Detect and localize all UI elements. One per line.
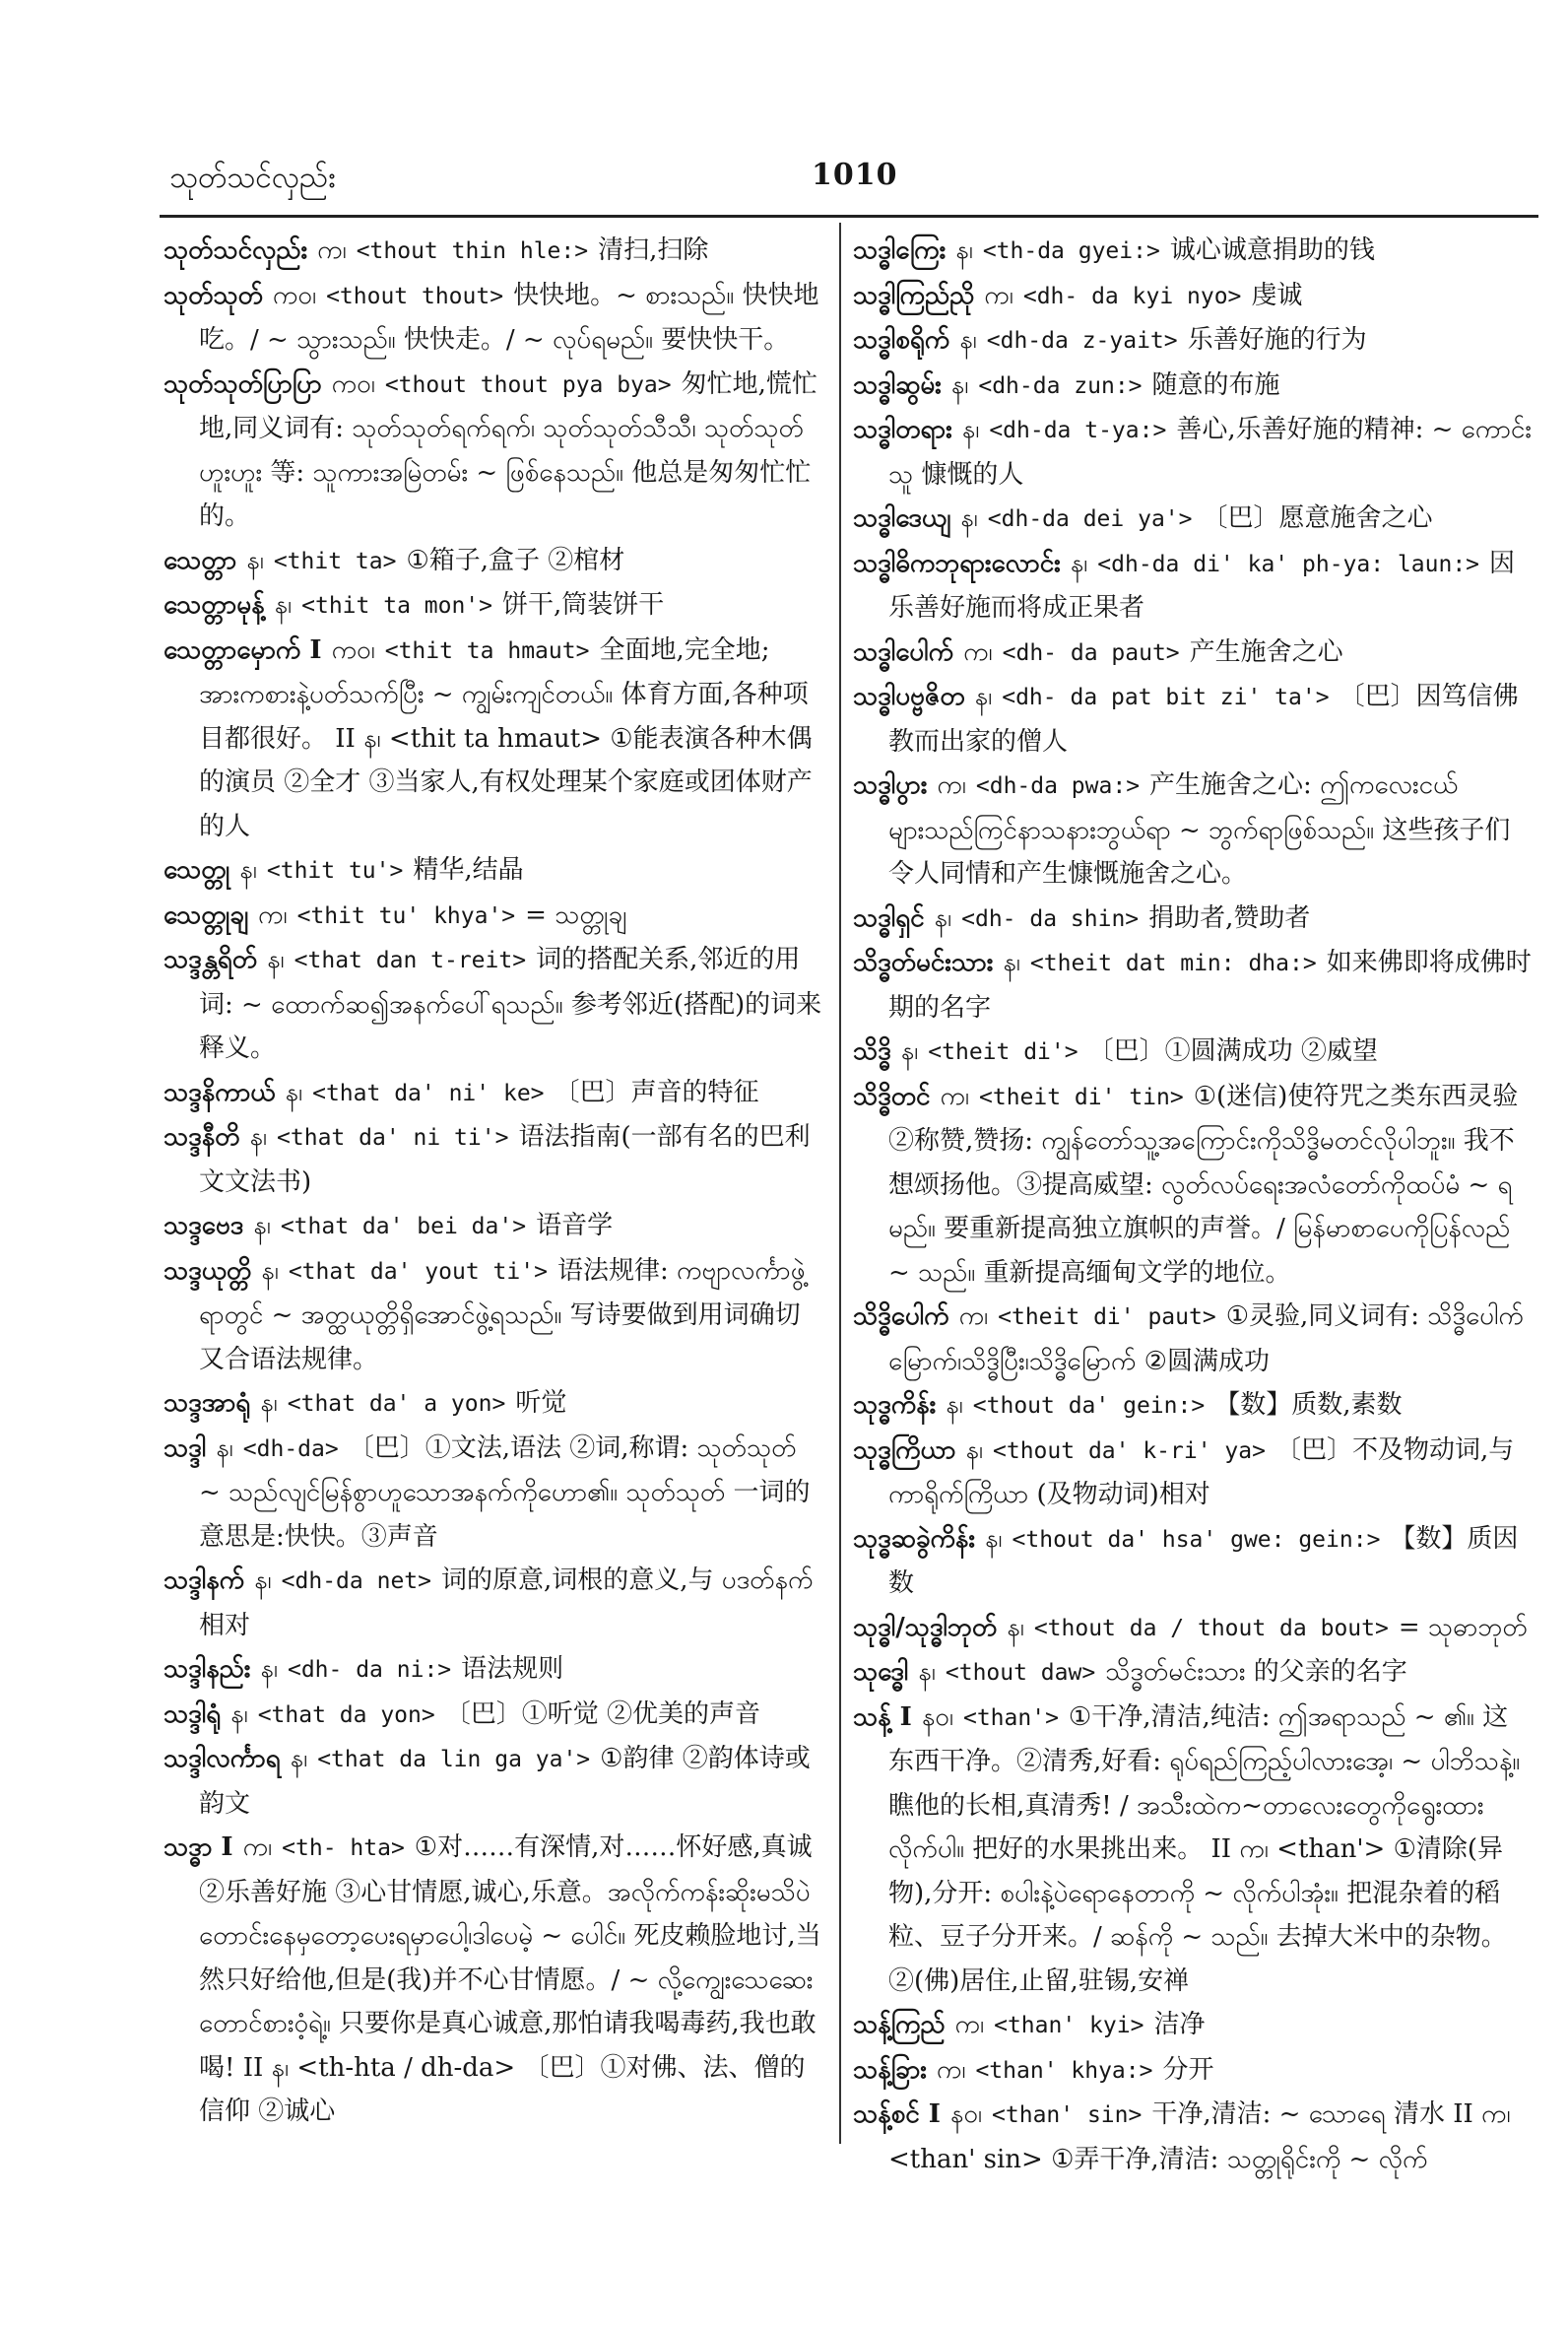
definition: 产生施舍之心: ဤကလေးငယ်များသည်ကြင်နာသနားဘွယ်ရာ ~ ဘွက်ရာဖြစ်သည်။ 这些孩子们令人同情和产生慷慨施舍之心。 xyxy=(888,770,1511,889)
headword: သဒ္ဒအာရုံ xyxy=(163,1388,251,1418)
definition: 饼干,筒装饼干 xyxy=(502,590,665,620)
dictionary-entry xyxy=(853,408,1533,497)
definition: 语音学 xyxy=(536,1211,614,1240)
dictionary-entry xyxy=(853,1517,1533,1606)
definition: 匆忙地,慌忙地,同义词有: သုတ်သုတ်ရက်ရက်၊ သုတ်သုတ်သီသီ၊ သုတ်သုတ်ဟူးဟူး 等: သူကားအမြဲတမ်း ~ ဖြစ်နေသည်။ 他总是匆匆忙忙的。 xyxy=(199,368,817,531)
pronunciation: <that da' ni' ke> xyxy=(312,1080,545,1106)
part-of-speech: နဝ၊ xyxy=(921,1701,953,1732)
definition: 因乐善好施而将成正果者 xyxy=(888,548,1516,623)
part-of-speech: န၊ xyxy=(974,682,993,711)
headword: သဒ္ဒန္တရိတ် xyxy=(163,945,258,974)
headword: သဒ္ဒါ xyxy=(163,1432,207,1463)
pronunciation: <that da' bei da'> xyxy=(280,1214,527,1239)
headword: သေတ္တု xyxy=(163,855,230,885)
dictionary-entry xyxy=(163,1693,823,1738)
part-of-speech: ကဝ၊ xyxy=(331,634,375,665)
headword: သဒ္ဓါပဗ္ဗဇိတ xyxy=(853,682,965,711)
definition: = သုဓာဘုတ် xyxy=(1398,1612,1528,1642)
headword: သဒ္ဓါတရား xyxy=(853,415,952,444)
headword: သဒ္ဒါရုံ xyxy=(163,1698,222,1729)
pronunciation: <than' khya:> xyxy=(975,2057,1153,2084)
dictionary-entry xyxy=(163,848,823,894)
definition: = သတ္တုချ xyxy=(525,899,627,930)
definition: 【数】质数,素数 xyxy=(1214,1390,1403,1420)
pronunciation: <thout daw> xyxy=(945,1660,1096,1686)
dictionary-entry xyxy=(163,1559,823,1647)
part-of-speech: န၊ xyxy=(254,1565,272,1595)
part-of-speech: န၊ xyxy=(918,1657,936,1687)
headword: သဒ္ဒနိကာယ် xyxy=(163,1077,276,1107)
definition: 词的原意,词根的意义,与 ပဒတ်နက် 相对 xyxy=(199,1565,814,1640)
pronunciation: <than' kyi> xyxy=(994,2013,1144,2038)
dictionary-entry xyxy=(853,764,1533,897)
pronunciation: <thout da' gein:> xyxy=(972,1393,1206,1419)
dictionary-entry xyxy=(163,583,823,629)
part-of-speech: န၊ xyxy=(950,369,969,400)
definition: 随意的布施 xyxy=(1151,369,1280,400)
definition: 语法规律: ကဗျာလင်္ကာဖွဲ့ရာတွင် ~ အတ္ထယုတ္တိရှိအောင်ဖွဲ့ရသည်။ 写诗要做到用词确切又合语法规律。 xyxy=(199,1255,806,1374)
definition: 虔诚 xyxy=(1251,280,1303,310)
column-separator xyxy=(839,223,841,2144)
part-of-speech: န၊ xyxy=(285,1077,303,1107)
headword: သဒ္ဓါကြည်ညို xyxy=(853,280,975,310)
definition: ①(迷信)使符咒之类东西灵验 ②称赞,赞扬: ကျွန်တော်သူ့အကြောင်းကိုသိဒ္ဓိမတင်လိုပါဘူး။ 我不想颂扬他。③提高威望: လွတ်လပ်ရေးအလံတော်ကိုထပ်မံ ~ ရမည်။ 要重新提高独立旗帜的声誉。/ မြန်မာစာပေကိုပြန်လည် ~ သည်။ 重新提高缅甸文学的地位。 xyxy=(888,1081,1519,1288)
pronunciation: <thit ta> xyxy=(273,548,397,574)
headword: သဒ္ဒဗေဒ xyxy=(163,1211,244,1240)
definition: 〔巴〕①圆满成功 ②威望 xyxy=(1087,1036,1378,1066)
pronunciation: <that da' ni ti'> xyxy=(277,1125,509,1151)
pronunciation: <th- hta> xyxy=(282,1835,405,1861)
dictionary-entry xyxy=(853,941,1533,1030)
dictionary-entry xyxy=(163,539,823,584)
pronunciation: <dh-da pwa:> xyxy=(975,773,1141,799)
dictionary-entry xyxy=(853,2048,1533,2094)
dictionary-entry xyxy=(853,1606,1533,1651)
dictionary-entry xyxy=(163,363,823,539)
headword: သဒ္ဓါဆွမ်း xyxy=(853,369,942,400)
part-of-speech: န၊ xyxy=(1007,1612,1024,1642)
headword: သဒ္ဒါနည်း xyxy=(163,1654,251,1684)
definition: 产生施舍之心 xyxy=(1189,636,1343,667)
headword: သုဒ္ဓကြိယာ xyxy=(853,1434,956,1465)
definition: 捐助者,赞助者 xyxy=(1148,902,1311,933)
definition: 〔巴〕①文法,语法 ②词,称谓: သုတ်သုတ် ~ သည်လျင်မြန်စွာဟူသောအနက်ကိုဟော၏။ သုတ်သုတ် 一词的意思是:快快。③声音 xyxy=(199,1432,811,1552)
pronunciation: <than'> xyxy=(962,1704,1059,1731)
pronunciation: <thit tu' khya'> xyxy=(296,902,516,929)
pronunciation: <thit tu'> xyxy=(266,858,404,884)
definition: 词的搭配关系,邻近的用词: ~ ထောက်ဆ၍အနက်ပေါ်ရသည်။ 参考邻近(搭配)的词来释义。 xyxy=(199,945,822,1063)
headword: သဒ္ဓါရှင် xyxy=(853,902,925,933)
part-of-speech: န၊ xyxy=(955,235,973,265)
dictionary-entry xyxy=(853,318,1533,364)
definition: 〔巴〕愿意施舍之心 xyxy=(1202,503,1433,533)
part-of-speech: န၊ xyxy=(274,590,293,620)
part-of-speech: န၊ xyxy=(260,1388,278,1418)
headword: သဒ္ဓါကြေး xyxy=(853,235,947,265)
headword: သုဒ္ဓဆခွဲကိန်း xyxy=(853,1523,975,1554)
headword: သဒ္ဒါနက် xyxy=(163,1565,245,1595)
definition: 如来佛即将成佛时期的名字 xyxy=(888,948,1532,1023)
headword: သဒ္ဓါဓိကဘုရားလောင်း xyxy=(853,548,1061,578)
definition: ①韵律 ②韵体诗或韵文 xyxy=(199,1744,811,1819)
pronunciation: <that dan t-reit> xyxy=(294,948,527,973)
part-of-speech: က၊ xyxy=(937,770,966,800)
definition: 洁净 xyxy=(1153,2010,1206,2039)
dictionary-entry xyxy=(853,897,1533,942)
definition: ①干净,清洁,纯洁: ဤအရာသည် ~ ၏။ 这东西干净。②清秀,好看: ရုပ်ရည်ကြည့်ပါလားအေ့၊ ~ ပါဘိသနဲ့။ 瞧他的长相,真清秀! / အသီးထဲက~တာလေးတွေကိုရွေးထားလိုက်ပါ။ 把好的水果挑出来。 II က၊ <than'> ①清除(异物),分开: စပါးနဲ့ပဲရောနေတာကို ~ လိုက်ပါအုံး။ 把混杂着的稻粒、豆子分开来。/ ဆန်ကို ~ သည်။ 去掉大米中的杂物。②(佛)居住,止留,驻锡,安禅 xyxy=(888,1701,1521,1996)
dictionary-entry xyxy=(163,229,823,274)
definition: 〔巴〕①听觉 ②优美的声音 xyxy=(444,1698,760,1729)
part-of-speech: န၊ xyxy=(965,1434,984,1465)
pronunciation: <that da' yout ti'> xyxy=(288,1258,548,1285)
definition: 〔巴〕因笃信佛教而出家的僧人 xyxy=(888,682,1519,757)
part-of-speech: န၊ xyxy=(984,1523,1003,1554)
headword: သေတ္တာ xyxy=(163,545,237,575)
definition: 全面地,完全地; အားကစားနဲ့ပတ်သက်ပြီး ~ ကျွမ်းကျင်တယ်။ 体育方面,各种项目都很好。 II န၊ <thit ta hmaut> ①能表演各种木偶的演员 ②全才 ③当家人,有权处理某个家庭或团体财产的人 xyxy=(199,634,813,841)
dictionary-entry xyxy=(853,2093,1533,2181)
pronunciation: <theit di' tin> xyxy=(979,1084,1184,1110)
pronunciation: <thit ta mon'> xyxy=(301,593,493,619)
pronunciation: <dh- da shin> xyxy=(961,905,1140,932)
definition: 语法规则 xyxy=(461,1654,564,1684)
pronunciation: <dh- da kyi nyo> xyxy=(1022,283,1242,309)
part-of-speech: န၊ xyxy=(239,855,257,885)
headword: သန့်ကြည် xyxy=(853,2010,946,2039)
definition: 快快地。~ စားသည်။ 快快地吃。/ ~ သွားသည်။ 快快走。/ ~ လုပ်ရမည်။ 要快快干。 xyxy=(199,280,819,355)
part-of-speech: ကဝ၊ xyxy=(331,368,375,399)
dictionary-entry xyxy=(853,274,1533,319)
part-of-speech: န၊ xyxy=(961,415,980,444)
dictionary-entry xyxy=(853,229,1533,274)
part-of-speech: က၊ xyxy=(940,1081,969,1111)
part-of-speech: န၊ xyxy=(959,325,977,355)
headword: သေတ္တာမှောက် I xyxy=(163,634,322,665)
headword: သုဒ္ဓေါ xyxy=(853,1657,909,1687)
headword: သုတ်သုတ် xyxy=(163,280,263,310)
pronunciation: <thout da' hsa' gwe: gein:> xyxy=(1012,1526,1381,1553)
dictionary-entry xyxy=(163,1249,823,1382)
definition: သိဒ္ဓတ်မင်းသား 的父亲的名字 xyxy=(1105,1657,1407,1687)
dictionary-entry xyxy=(163,1381,823,1427)
headword: သဒ္ဒါလင်္ကာရ xyxy=(163,1744,281,1773)
headword: သဒ္ဒနီတိ xyxy=(163,1122,240,1152)
dictionary-entry xyxy=(853,631,1533,676)
pronunciation: <theit di'> xyxy=(928,1039,1078,1065)
part-of-speech: န၊ xyxy=(1003,948,1020,977)
headword: သိဒ္ဓိတင် xyxy=(853,1081,931,1111)
part-of-speech: န၊ xyxy=(230,1698,248,1729)
headword: သုဒ္ဓကိန်း xyxy=(853,1390,937,1420)
dictionary-entry xyxy=(163,1826,823,2134)
left-column xyxy=(163,229,823,2134)
part-of-speech: က၊ xyxy=(242,1832,273,1862)
headword: သုတ်သုတ်ပြာပြာ xyxy=(163,368,322,399)
part-of-speech: န၊ xyxy=(267,945,285,974)
headword: သဒ္ဓာ I xyxy=(163,1832,233,1862)
header-rule xyxy=(160,215,1538,218)
dictionary-entry xyxy=(853,1030,1533,1075)
definition: 精华,结晶 xyxy=(413,855,524,885)
part-of-speech: န၊ xyxy=(249,1122,268,1152)
dictionary-entry xyxy=(163,1737,823,1826)
page-number: 1010 xyxy=(812,158,898,192)
part-of-speech: က၊ xyxy=(936,2054,966,2085)
pronunciation: <th-da gyei:> xyxy=(982,238,1160,264)
headword: သဒ္ဓါပွား xyxy=(853,770,928,800)
definition: 听觉 xyxy=(515,1388,567,1418)
pronunciation: <thit ta hmaut> xyxy=(384,637,590,664)
dictionary-entry xyxy=(163,1115,823,1204)
dictionary-entry xyxy=(163,629,823,849)
pronunciation: <dh-da zun:> xyxy=(978,372,1143,399)
headword: သိဒ္ဓိပေါက် xyxy=(853,1301,949,1331)
dictionary-entry xyxy=(163,1427,823,1560)
running-head: သုတ်သင်လှည်း xyxy=(169,161,336,195)
headword: သိဒ္ဓိ xyxy=(853,1036,891,1066)
headword: သေတ္တုချ xyxy=(163,899,249,930)
pronunciation: <theit dat min: dha:> xyxy=(1029,951,1317,976)
pronunciation: <that da lin ga ya'> xyxy=(317,1747,591,1772)
definition: 语法指南(一部有名的巴利文文法书) xyxy=(199,1122,811,1197)
definition: 【数】质因数 xyxy=(888,1523,1519,1598)
dictionary-entry xyxy=(163,1647,823,1693)
pronunciation: <dh-da t-ya:> xyxy=(989,418,1167,443)
part-of-speech: ကဝ၊ xyxy=(272,280,317,310)
definition: ①灵验,同义词有: သိဒ္ဓိပေါက်မြောက်၊သိဒ္ဓိပြီး၊သိဒ္ဓိမြောက် ②圆满成功 xyxy=(888,1301,1524,1376)
headword: သေတ္တာမုန့် xyxy=(163,590,265,620)
dictionary-entry xyxy=(853,364,1533,409)
pronunciation: <dh-da di' ka' ph-ya: laun:> xyxy=(1097,551,1480,577)
definition: 乐善好施的行为 xyxy=(1187,325,1367,355)
pronunciation: <than' sin> xyxy=(992,2102,1143,2128)
definition: 诚心诚意捐助的钱 xyxy=(1169,235,1375,265)
pronunciation: <theit di' paut> xyxy=(998,1304,1216,1330)
dictionary-entry xyxy=(163,1071,823,1116)
pronunciation: <dh-da> xyxy=(242,1435,339,1462)
dictionary-entry xyxy=(163,274,823,363)
part-of-speech: က၊ xyxy=(963,636,993,667)
part-of-speech: က၊ xyxy=(317,235,347,265)
headword: သဒ္ဓါဒေယျ xyxy=(853,503,951,533)
headword: သန့် I xyxy=(853,1701,912,1732)
definition: 分开 xyxy=(1162,2054,1214,2085)
dictionary-entry xyxy=(853,675,1533,764)
definition: 〔巴〕声音的特征 xyxy=(554,1077,759,1107)
pronunciation: <thout da' k-ri' ya> xyxy=(993,1437,1266,1464)
headword: သုဒ္ဓါ/သုဒ္ဓါဘုတ် xyxy=(853,1612,998,1642)
dictionary-entry xyxy=(853,1295,1533,1383)
dictionary-entry xyxy=(853,1383,1533,1429)
headword: သုတ်သင်လှည်း xyxy=(163,235,308,265)
pronunciation: <dh- da paut> xyxy=(1002,639,1180,666)
pronunciation: <dh- da ni:> xyxy=(287,1657,452,1683)
definition: 清扫,扫除 xyxy=(598,235,709,265)
headword: သိဒ္ဓတ်မင်းသား xyxy=(853,948,994,977)
definition: 善心,乐善好施的精神: ~ ကောင်းသူ 慷慨的人 xyxy=(888,415,1532,490)
part-of-speech: န၊ xyxy=(934,902,952,933)
pronunciation: <dh-da z-yait> xyxy=(986,328,1178,354)
headword: သန့်စင် I xyxy=(853,2099,941,2129)
definition: ①对……有深情,对……怀好感,真诚 ②乐善好施 ③心甘情愿,诚心,乐意。အလိုက်ကန်းဆိုးမသိပဲတောင်းနေမှတော့ပေးရမှာပေါ့၊ဒါပေမဲ့ ~ ပေါင်။ 死皮赖脸地讨,当然只好给他,但是(我)并不心甘情愿。/ ~ လို့ကျွေးသေဆေးတောင်စားဝံ့ရဲ့။ 只要你是真心诚意,那怕请我喝毒药,我也敢喝! II န၊ <th-hta / dh-da> 〔巴〕①对佛、法、僧的信仰 ②诚心 xyxy=(199,1832,821,2126)
pronunciation: <thout thout> xyxy=(326,283,504,309)
part-of-speech: န၊ xyxy=(246,545,264,575)
definition: ①箱子,盒子 ②棺材 xyxy=(406,545,625,575)
pronunciation: <that da yon> xyxy=(257,1701,435,1728)
part-of-speech: က၊ xyxy=(958,1301,989,1331)
part-of-speech: န၊ xyxy=(216,1432,233,1463)
pronunciation: <thout thin hle:> xyxy=(356,238,589,264)
dictionary-entry xyxy=(853,1696,1533,2004)
part-of-speech: န၊ xyxy=(960,503,978,533)
part-of-speech: က၊ xyxy=(954,2010,985,2039)
dictionary-entry xyxy=(853,1650,1533,1696)
headword: သန့်ခြား xyxy=(853,2054,927,2085)
dictionary-entry xyxy=(163,938,823,1071)
headword: သဒ္ဒယုတ္တိ xyxy=(163,1255,252,1286)
dictionary-entry xyxy=(163,1204,823,1249)
part-of-speech: က၊ xyxy=(984,280,1013,310)
part-of-speech: န၊ xyxy=(260,1654,278,1684)
pronunciation: <thout thout pya bya> xyxy=(384,371,672,398)
dictionary-entry xyxy=(853,2003,1533,2048)
pronunciation: <that da' a yon> xyxy=(287,1391,506,1417)
part-of-speech: န၊ xyxy=(1070,548,1088,578)
definition: 〔巴〕不及物动词,与 ကာရိုက်ကြိယာ (及物动词)相对 xyxy=(888,1434,1515,1509)
pronunciation: <dh-da dei ya'> xyxy=(987,506,1193,532)
part-of-speech: က၊ xyxy=(258,899,288,930)
dictionary-entry xyxy=(853,1429,1533,1517)
part-of-speech: န၊ xyxy=(253,1211,271,1240)
headword: သဒ္ဓါပေါက် xyxy=(853,636,954,667)
part-of-speech: နဝ၊ xyxy=(949,2099,983,2129)
dictionary-entry xyxy=(853,1075,1533,1296)
right-column xyxy=(853,229,1533,2181)
part-of-speech: န၊ xyxy=(946,1390,963,1420)
dictionary-entry xyxy=(163,894,823,939)
pronunciation: <dh-da net> xyxy=(281,1568,431,1594)
pronunciation: <dh- da pat bit zi' ta'> xyxy=(1002,685,1330,710)
part-of-speech: န၊ xyxy=(900,1036,919,1066)
pronunciation: <thout da / thout da bout> xyxy=(1033,1615,1389,1641)
dictionary-entry xyxy=(853,542,1533,631)
headword: သဒ္ဓါစရိုက် xyxy=(853,325,950,355)
part-of-speech: န၊ xyxy=(290,1744,308,1773)
dictionary-entry xyxy=(853,497,1533,542)
definition: 干净,清洁: ~ သောရေ 清水 II က၊ <than' sin> ①弄干净,清洁: သတ္တုရိုင်းကို ~ လိုက် xyxy=(888,2099,1511,2174)
part-of-speech: န၊ xyxy=(261,1255,279,1286)
